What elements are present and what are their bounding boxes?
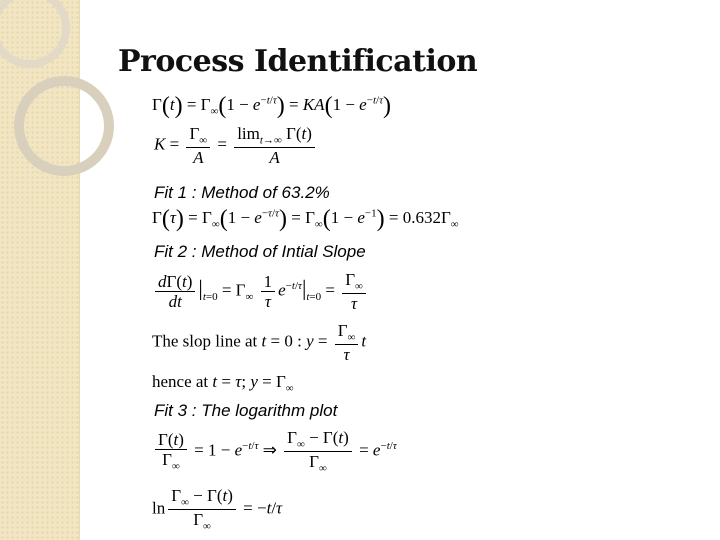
fit1-heading: Fit 1 : Method of 63.2% (154, 183, 330, 202)
equation-step-response: $\Gamma(t) = \Gamma_\infty(1 - e^{-t/\tau}) = KA(1 - e^{-t/\tau})$ (152, 93, 391, 119)
equation-derivative: $\frac{d\Gamma(t)}{dt}$ $|_{t=0} = \Gamma_\infty$ $\frac{1}{\tau}$ $e^{-t/\tau}|_{t=0}$ = $\frac{\Gamma_\infty}{\tau}$ (152, 270, 369, 314)
equation-slope-line: The slop line at t = 0 : y = $\frac{\Gamma_\infty}{\tau}$ t (152, 321, 367, 365)
equation-hence: hence at t = τ; $y = \Gamma_\infty$ (152, 372, 294, 395)
equation-fit3-ratio: $\frac{\Gamma(t)}{\Gamma_\infty}$ = $1 - e^{-t/\tau}$ ⇒ $\frac{\Gamma_\infty - \Gamma(t)}{\Gamma_\infty}$ = $e^{-t/\tau}$ (152, 428, 397, 475)
equation-gain: K = $\frac{\Gamma_\infty}{A}$ = $\frac{\lim_{t\to\infty} \Gamma(t)}{A}$ (154, 124, 318, 168)
fit2-heading: Fit 2 : Method of Intial Slope (154, 242, 366, 261)
equation-fit3-log: ln $\frac{\Gamma_\infty - \Gamma(t)}{\Gamma_\infty}$ = −t/τ (152, 486, 283, 533)
fit3-heading: Fit 3 : The logarithm plot (154, 401, 338, 420)
decorative-ring-small (14, 76, 114, 176)
slide-title: Process Identification (118, 44, 478, 79)
equation-fit1: $\Gamma(\tau) = \Gamma_\infty(1 - e^{-\tau/\tau}) = \Gamma_\infty(1 - e^{-1}) = 0.632\Gamma_\infty$ (152, 206, 459, 232)
